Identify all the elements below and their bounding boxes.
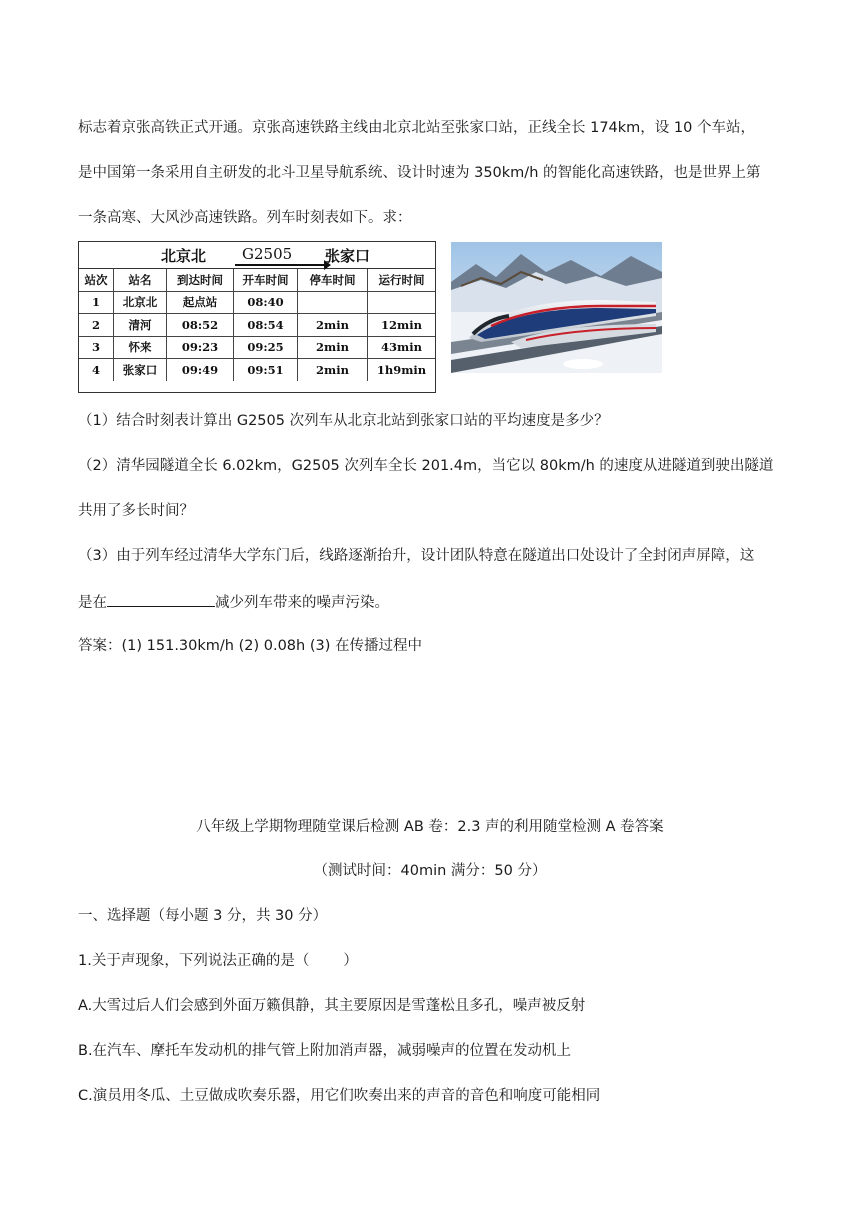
table-row [79, 291, 435, 314]
table-cell: 2min [298, 359, 368, 381]
timetable-grid [79, 269, 435, 381]
question-2-line-2: 共用了多长时间？ [78, 503, 194, 519]
section-subtitle: （测试时间：40min 满分：50 分） [313, 863, 547, 879]
part-heading: 一、选择题（每小题 3 分，共 30 分） [78, 908, 328, 924]
table-cell: 43min [368, 336, 436, 359]
table-cell: 张家口 [114, 359, 167, 381]
table-cell: 1 [79, 291, 114, 314]
intro-line-1: 标志着京张高铁正式开通。京张高速铁路主线由北京北站至张家口站，正线全长 174km，设 10 个车站， [78, 120, 755, 136]
high-speed-train-photo [451, 242, 662, 373]
table-cell: 清河 [114, 314, 167, 337]
arrow-right-icon [235, 264, 327, 266]
column-header: 站名 [114, 269, 167, 291]
table-header-row [79, 269, 435, 291]
answer-line: 答案：(1) 151.30km/h (2) 0.08h (3) 在传播过程中 [78, 638, 422, 654]
table-cell: 3 [79, 336, 114, 359]
table-cell: 12min [368, 314, 436, 337]
question-stem-close: ） [343, 953, 358, 969]
timetable-origin: 北京北 [161, 247, 207, 265]
option-b: B.在汽车、摩托车发动机的排气管上附加消声器，减弱噪声的位置在发动机上 [78, 1043, 572, 1059]
question-1: （1）结合时刻表计算出 G2505 次列车从北京北站到张家口站的平均速度是多少？ [78, 413, 609, 429]
timetable-destination: 张家口 [325, 247, 371, 265]
fill-in-blank [107, 591, 215, 607]
intro-line-3: 一条高寒、大风沙高速铁路。列车时刻表如下。求： [78, 210, 412, 226]
option-c: C.演员用冬瓜、土豆做成吹奏乐器，用它们吹奏出来的声音的音色和响度可能相同 [78, 1088, 601, 1104]
table-cell [368, 291, 436, 314]
table-cell: 怀来 [114, 336, 167, 359]
question-3-suffix: 减少列车带来的噪声污染。 [215, 595, 389, 611]
table-cell: 08:52 [167, 314, 234, 337]
choice-question-1 [78, 951, 358, 971]
table-cell: 09:49 [167, 359, 234, 381]
table-cell: 09:25 [234, 336, 298, 359]
table-row [79, 314, 435, 337]
question-3-line-1: （3）由于列车经过清华大学东门后，线路逐渐抬升，设计团队特意在隧道出口处设计了全封闭声屏障，这 [78, 548, 755, 564]
train-timetable [78, 241, 436, 393]
table-cell: 2min [298, 314, 368, 337]
table-cell: 09:51 [234, 359, 298, 381]
option-a: A.大雪过后人们会感到外面万籁俱静，其主要原因是雪蓬松且多孔，噪声被反射 [78, 998, 586, 1014]
table-cell: 起点站 [167, 291, 234, 314]
column-header: 到达时间 [167, 269, 234, 291]
question-3-line-2 [78, 591, 389, 613]
timetable-train-number: G2505 [242, 245, 293, 263]
column-header: 开车时间 [234, 269, 298, 291]
table-cell: 08:54 [234, 314, 298, 337]
intro-line-2: 是中国第一条采用自主研发的北斗卫星导航系统、设计时速为 350km/h 的智能化高速铁路，也是世界上第 [78, 165, 761, 181]
table-cell: 08:40 [234, 291, 298, 314]
table-cell: 2min [298, 336, 368, 359]
table-row [79, 359, 435, 381]
table-cell: 4 [79, 359, 114, 381]
question-stem: 1.关于声现象，下列说法正确的是（ [78, 953, 310, 969]
table-row [79, 336, 435, 359]
column-header: 停车时间 [298, 269, 368, 291]
question-3-prefix: 是在 [78, 595, 107, 611]
table-cell: 1h9min [368, 359, 436, 381]
column-header: 站次 [79, 269, 114, 291]
table-cell: 2 [79, 314, 114, 337]
column-header: 运行时间 [368, 269, 436, 291]
question-2-line-1: （2）清华园隧道全长 6.02km，G2505 次列车全长 201.4m，当它以 80km/h 的速度从进隧道到驶出隧道 [78, 458, 774, 474]
table-cell [298, 291, 368, 314]
table-cell: 09:23 [167, 336, 234, 359]
timetable-header [79, 242, 435, 269]
section-title: 八年级上学期物理随堂课后检测 AB 卷：2.3 声的利用随堂检测 A 卷答案 [196, 819, 664, 835]
table-cell: 北京北 [114, 291, 167, 314]
